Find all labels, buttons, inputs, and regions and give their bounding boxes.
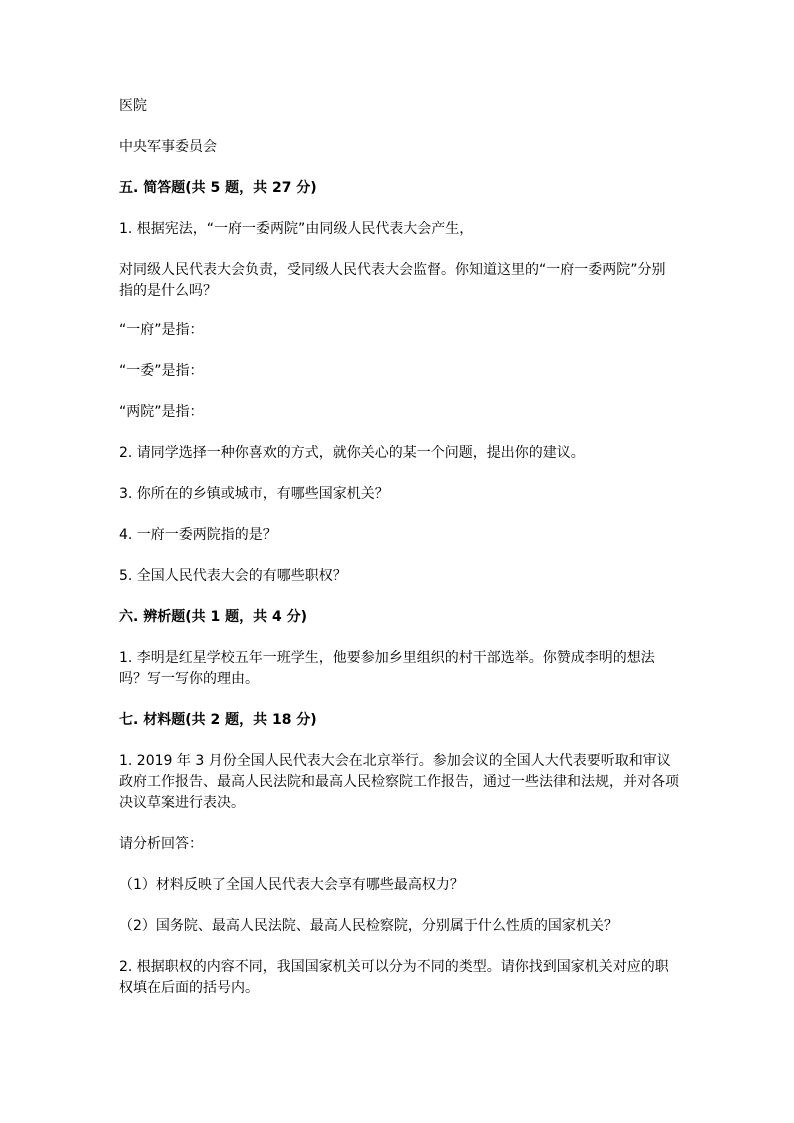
question-short-2: 2. 请同学选择一种你喜欢的方式，就你关心的某一个问题，提出你的建议。 xyxy=(119,445,585,461)
question-short-1: 1. 根据宪法，“一府一委两院”由同级人民代表大会产生， xyxy=(119,221,474,237)
section-heading-material: 七. 材料题(共 2 题，共 18 分) xyxy=(119,712,317,728)
question-short-4: 4. 一府一委两院指的是？ xyxy=(119,527,277,543)
section-heading-analysis: 六. 辨析题(共 1 题，共 4 分) xyxy=(119,609,307,625)
question-short-5: 5. 全国人民代表大会的有哪些职权？ xyxy=(119,568,347,584)
answer-option-central-military-commission: 中央军事委员会 xyxy=(119,139,217,155)
question-short-1-continued: 对同级人民代表大会负责，受同级人民代表大会监督。你知道这里的“一府一委两院”分别指的是什么吗？ xyxy=(119,262,666,299)
blank-yiwei: “一委”是指： xyxy=(119,363,204,379)
section-heading-short-answer: 五. 简答题(共 5 题，共 27 分) xyxy=(119,180,317,196)
question-material-1-prompt: 请分析回答： xyxy=(119,836,203,852)
question-material-1-part-1: （1）材料反映了全国人民代表大会享有哪些最高权力？ xyxy=(119,877,464,893)
answer-option-hospital: 医院 xyxy=(119,98,147,114)
question-analysis-1: 1. 李明是红星学校五年一班学生，他要参加乡里组织的村干部选举。你赞成李明的想法吗？写一写你的理由。 xyxy=(119,650,655,687)
question-short-3: 3. 你所在的乡镇或城市，有哪些国家机关？ xyxy=(119,486,389,502)
question-material-2: 2. 根据职权的内容不同，我国国家机关可以分为不同的类型。请你找到国家机关对应的职权填在后面的括号内。 xyxy=(119,959,669,996)
question-material-1: 1. 2019 年 3 月份全国人民代表大会在北京举行。参加会议的全国人大代表要听取和审议政府工作报告、最高人民法院和最高人民检察院工作报告，通过一些法律和法规，并对各项决议草案进行表决。 xyxy=(119,753,679,811)
document-page xyxy=(119,96,679,999)
blank-liangyuan: “两院”是指： xyxy=(119,404,204,420)
blank-yifu: “一府”是指： xyxy=(119,322,204,338)
question-material-1-part-2: （2）国务院、最高人民法院、最高人民检察院，分别属于什么性质的国家机关？ xyxy=(119,918,618,934)
